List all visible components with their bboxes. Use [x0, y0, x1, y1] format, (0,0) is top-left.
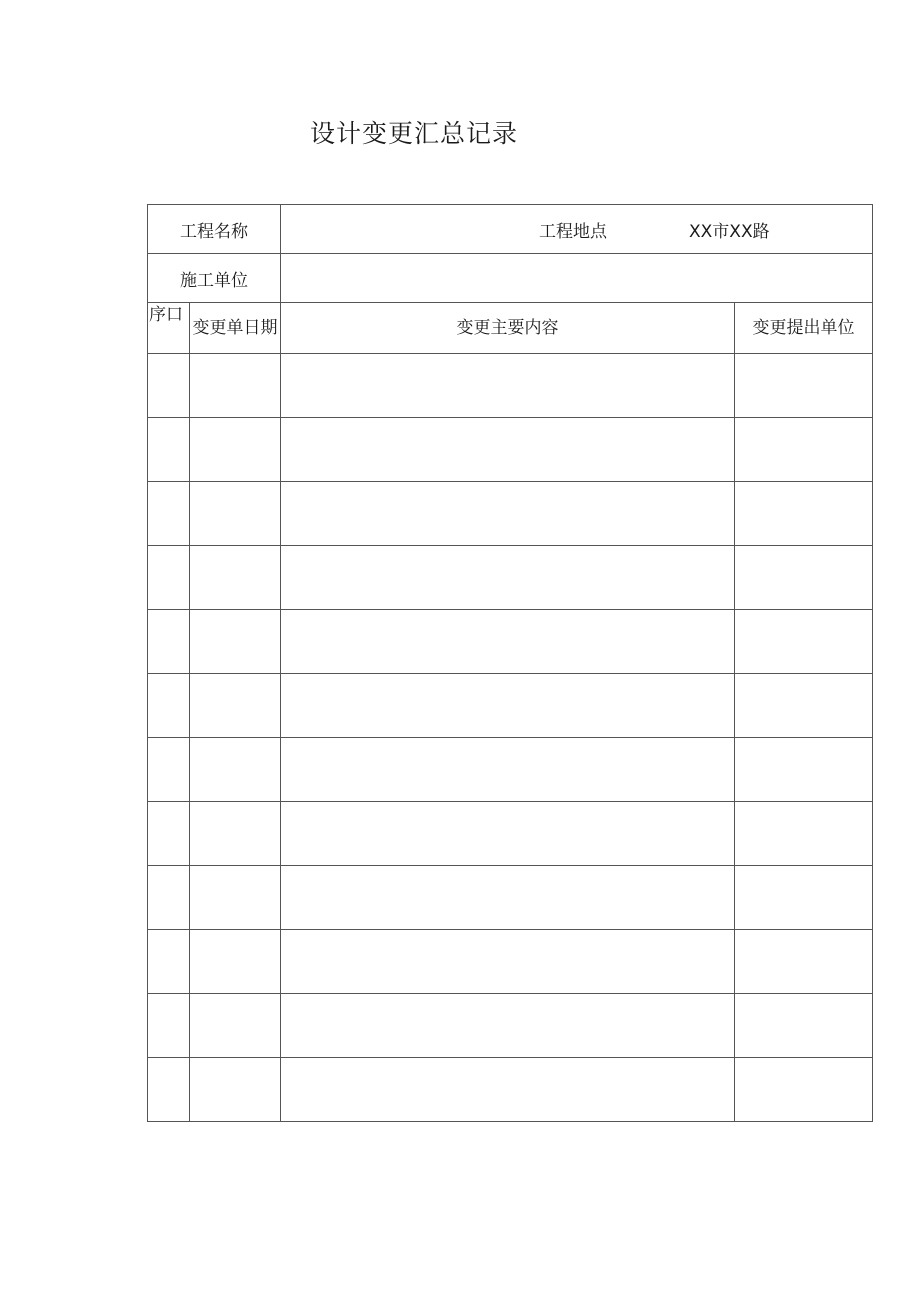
contractor-value[interactable]	[281, 254, 873, 303]
cell-content[interactable]	[281, 866, 735, 930]
cell-unit[interactable]	[735, 866, 873, 930]
table-row	[148, 418, 873, 482]
change-summary-table	[147, 204, 873, 1122]
cell-content[interactable]	[281, 802, 735, 866]
cell-date[interactable]	[190, 866, 281, 930]
cell-unit[interactable]	[735, 418, 873, 482]
contractor-label: 施工单位	[148, 254, 281, 303]
project-location-label: 工程地点	[539, 221, 607, 242]
cell-seq[interactable]	[148, 482, 190, 546]
seq-header-label: 序口	[149, 305, 183, 325]
cell-date[interactable]	[190, 418, 281, 482]
content-header: 变更主要内容	[281, 303, 735, 354]
cell-unit[interactable]	[735, 1058, 873, 1122]
table-row	[148, 482, 873, 546]
cell-seq[interactable]	[148, 802, 190, 866]
table-row	[148, 546, 873, 610]
cell-content[interactable]	[281, 994, 735, 1058]
cell-date[interactable]	[190, 994, 281, 1058]
cell-content[interactable]	[281, 930, 735, 994]
cell-date[interactable]	[190, 930, 281, 994]
cell-unit[interactable]	[735, 354, 873, 418]
cell-date[interactable]	[190, 610, 281, 674]
cell-content[interactable]	[281, 1058, 735, 1122]
table-row	[148, 354, 873, 418]
cell-seq[interactable]	[148, 738, 190, 802]
cell-unit[interactable]	[735, 482, 873, 546]
cell-date[interactable]	[190, 802, 281, 866]
cell-date[interactable]	[190, 546, 281, 610]
cell-seq[interactable]	[148, 674, 190, 738]
cell-content[interactable]	[281, 610, 735, 674]
cell-seq[interactable]	[148, 610, 190, 674]
cell-seq[interactable]	[148, 418, 190, 482]
cell-content[interactable]	[281, 418, 735, 482]
cell-content[interactable]	[281, 674, 735, 738]
cell-seq[interactable]	[148, 866, 190, 930]
table-row	[148, 738, 873, 802]
cell-seq[interactable]	[148, 930, 190, 994]
table-row	[148, 674, 873, 738]
cell-seq[interactable]	[148, 354, 190, 418]
cell-seq[interactable]	[148, 546, 190, 610]
cell-seq[interactable]	[148, 994, 190, 1058]
date-header: 变更单日期	[190, 303, 281, 354]
table-row	[148, 802, 873, 866]
cell-unit[interactable]	[735, 610, 873, 674]
project-location-value[interactable]: XX市XX路	[689, 221, 770, 242]
column-header-row	[148, 303, 873, 354]
unit-header: 变更提出单位	[735, 303, 873, 354]
cell-date[interactable]	[190, 354, 281, 418]
table-row	[148, 866, 873, 930]
cell-unit[interactable]	[735, 674, 873, 738]
cell-content[interactable]	[281, 546, 735, 610]
cell-unit[interactable]	[735, 994, 873, 1058]
project-name-row	[148, 205, 873, 254]
cell-unit[interactable]	[735, 802, 873, 866]
table-row	[148, 930, 873, 994]
table-row	[148, 610, 873, 674]
cell-unit[interactable]	[735, 546, 873, 610]
table-row	[148, 1058, 873, 1122]
cell-unit[interactable]	[735, 738, 873, 802]
project-name-label: 工程名称	[148, 205, 281, 254]
seq-header	[148, 303, 190, 354]
cell-date[interactable]	[190, 738, 281, 802]
cell-content[interactable]	[281, 354, 735, 418]
cell-date[interactable]	[190, 1058, 281, 1122]
cell-unit[interactable]	[735, 930, 873, 994]
cell-date[interactable]	[190, 674, 281, 738]
contractor-row	[148, 254, 873, 303]
page-title: 设计变更汇总记录	[310, 119, 519, 148]
cell-content[interactable]	[281, 738, 735, 802]
table-row	[148, 994, 873, 1058]
project-info-cell	[281, 205, 873, 254]
cell-seq[interactable]	[148, 1058, 190, 1122]
cell-content[interactable]	[281, 482, 735, 546]
cell-date[interactable]	[190, 482, 281, 546]
